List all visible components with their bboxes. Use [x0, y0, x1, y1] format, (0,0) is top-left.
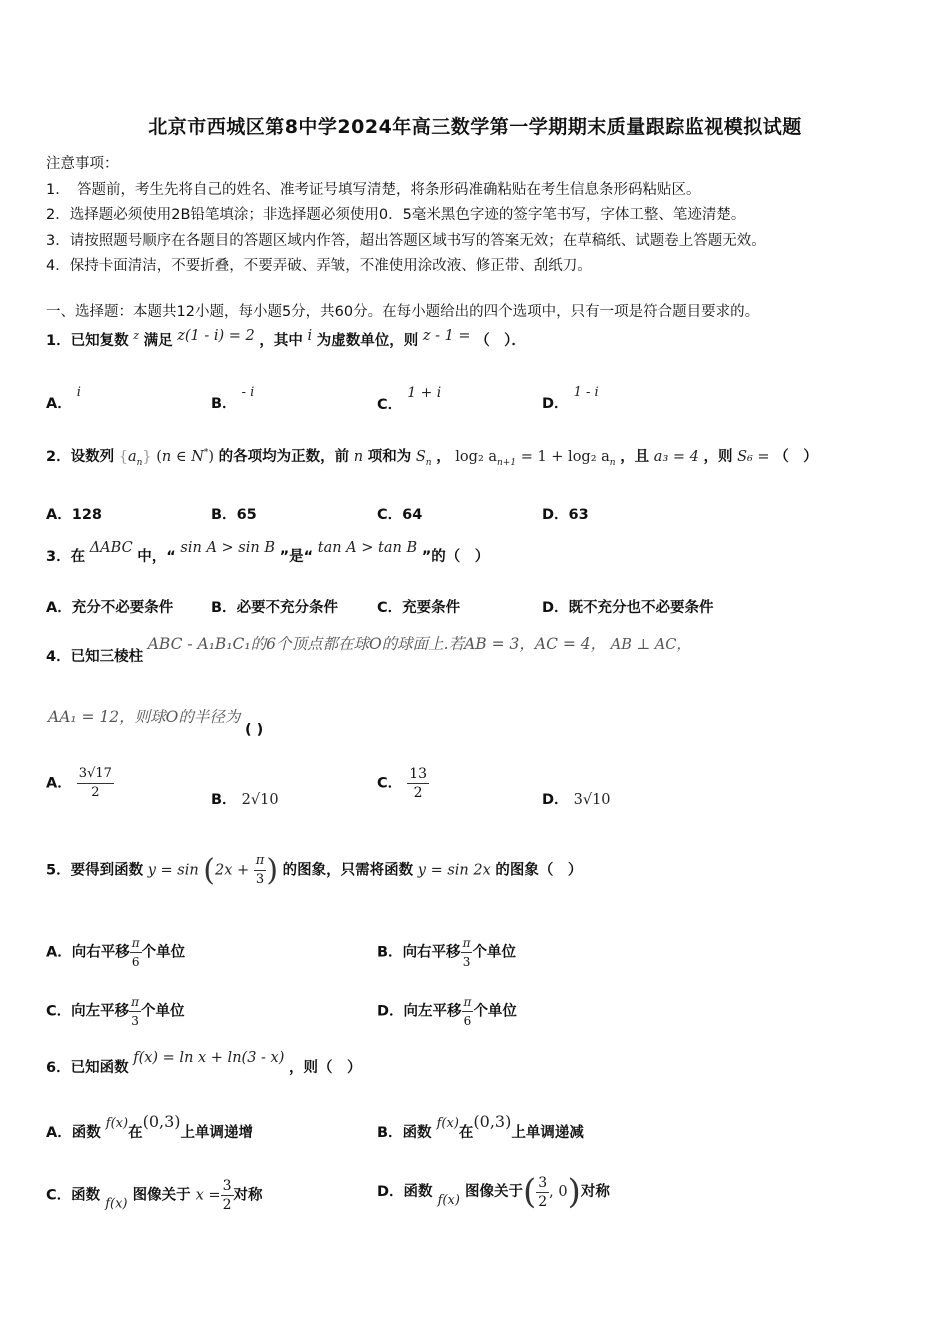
- option-text: 向左平移: [403, 1003, 462, 1020]
- q2-math: n: [136, 457, 143, 468]
- q2-option-d[interactable]: [542, 503, 589, 524]
- option-label: A．: [46, 507, 72, 523]
- option-math: 1 - i: [573, 385, 599, 400]
- option-math: f(x): [105, 1196, 128, 1212]
- q2-text: ，则: [703, 449, 733, 465]
- option-text: 函数: [403, 1184, 433, 1200]
- q1-math: i: [307, 328, 313, 344]
- option-label: C．: [377, 775, 403, 792]
- page-title: 北京市西城区第8中学2024年高三数学第一学期期末质量跟踪监视模拟试题: [148, 116, 802, 138]
- option-label: C．: [377, 600, 403, 616]
- option-fraction: $\frac{3√17}{2}$: [78, 766, 112, 800]
- q2-math: S₆ =: [737, 449, 770, 465]
- option-math: (0,3): [142, 1112, 181, 1131]
- q3-math: sin A > sin B: [180, 540, 275, 556]
- q4-math: AB ⊥ AC，: [610, 637, 691, 653]
- option-label: A．: [46, 600, 72, 616]
- q5-option-a[interactable]: [46, 934, 185, 971]
- option-text: 对称: [233, 1187, 263, 1204]
- q6-text: ，则（ ）: [288, 1060, 362, 1076]
- q5-text: 的图象，只需将函数: [282, 862, 414, 879]
- q5-fraction: $\frac{\pi}{3}$: [255, 853, 265, 887]
- option-label: C．: [377, 397, 403, 413]
- q3-math: ΔABC: [89, 540, 133, 556]
- q2-math: *: [203, 448, 209, 459]
- option-math: x =: [195, 1187, 221, 1204]
- q1-text: 1．已知复数: [46, 333, 129, 349]
- option-label: D．: [377, 1184, 404, 1200]
- option-text: 上单调递减: [511, 1125, 584, 1141]
- option-text: 个单位: [141, 944, 186, 961]
- option-text: 对称: [580, 1184, 610, 1200]
- option-label: B．: [377, 1125, 403, 1141]
- q2-text: ，且: [620, 449, 650, 465]
- q2-text: （ ）: [774, 449, 818, 465]
- option-text: 个单位: [472, 944, 516, 961]
- option-fraction: $\frac{\pi}{6}$: [131, 936, 140, 969]
- notes: [46, 152, 766, 280]
- q6-option-a[interactable]: [46, 1112, 253, 1142]
- q5-text: 5．要得到函数: [46, 862, 144, 879]
- option-math: 1 + i: [407, 385, 442, 401]
- option-math: i: [76, 385, 81, 400]
- q4-text: 4．已知三棱柱: [46, 649, 144, 665]
- option-text: 图像关于: [464, 1184, 523, 1200]
- q6-option-b[interactable]: [377, 1112, 584, 1142]
- q3-text: 3．在: [46, 549, 86, 565]
- option-value: 充要条件: [402, 600, 461, 616]
- option-value: 65: [236, 507, 257, 523]
- q6-option-d[interactable]: D．函数 f(x) 图像关于( $\frac{3}{2}$ , 0)对称: [377, 1172, 610, 1212]
- q5-math: y = sin 2x: [417, 862, 491, 879]
- note-item: 1． 答题前，考生先将自己的姓名、准考证号填写清楚，将条形码准确粘贴在考生信息条形码粘贴区。: [46, 181, 701, 198]
- option-label: C．: [46, 1187, 72, 1204]
- question-4-cont: [48, 705, 263, 738]
- question-6: [46, 1050, 361, 1077]
- option-math: (0,3): [473, 1112, 512, 1131]
- option-math: - i: [241, 385, 255, 400]
- option-value: 64: [402, 507, 423, 523]
- q5-option-b[interactable]: [377, 934, 516, 971]
- q3-option-c[interactable]: [377, 596, 460, 617]
- q3-text: 中，“: [137, 549, 176, 565]
- option-text: 个单位: [473, 1003, 517, 1020]
- q4-option-d[interactable]: [542, 788, 611, 809]
- option-text: 函数: [71, 1125, 101, 1141]
- question-3: [46, 540, 489, 566]
- q2-math: n+1: [497, 457, 517, 468]
- option-text: 函数: [71, 1187, 101, 1204]
- q2-math: n: [353, 449, 364, 465]
- option-value: 63: [568, 507, 589, 523]
- q1-math: z - 1 =: [422, 328, 471, 344]
- q5-math: 2x +: [215, 862, 250, 879]
- option-label: D．: [542, 600, 569, 616]
- q2-math: n: [609, 457, 616, 468]
- option-text: 向右平移: [71, 944, 130, 961]
- option-label: D．: [542, 792, 569, 808]
- option-label: A．: [46, 1125, 72, 1141]
- option-value: 128: [71, 507, 103, 523]
- option-text: 图像关于: [132, 1187, 191, 1204]
- q2-math: n ∈ N: [161, 449, 204, 465]
- q2-option-a[interactable]: [46, 503, 102, 524]
- note-item: 4．保持卡面清洁，不要折叠，不要弄破、弄皱，不准使用涂改液、修正带、刮纸刀。: [46, 258, 592, 274]
- option-text: 在: [128, 1125, 143, 1141]
- q5-math: y = sin: [147, 862, 199, 879]
- q1-text: （ ）．: [475, 333, 526, 349]
- q2-math: = 1 + log₂ a: [520, 449, 610, 465]
- question-5: 5．要得到函数 y = sin (2x + $\frac{\pi}{3}$ ) 的图象，只需将函数 y = sin 2x 的图象（ ）: [46, 853, 583, 888]
- q2-text: 的各项均为正数，前: [218, 449, 350, 465]
- option-text: 函数: [402, 1125, 432, 1141]
- q2-text: 项和为: [367, 449, 412, 465]
- option-label: B．: [211, 600, 237, 616]
- option-fraction: $\frac{3}{2}$: [222, 1178, 232, 1213]
- option-fraction: $\frac{13}{2}$: [409, 766, 428, 801]
- option-label: D．: [377, 1003, 404, 1020]
- question-2: 2．设数列 $\{a_n\}$ (n ∈ N*) 的各项均为正数，前 n 项和为 $S_n$ ， log₂ $a_{n+1} = 1 + \log_2$ $a_n$ ，且 a₃ = 4 ，则 S₆ = （ ）: [46, 448, 818, 468]
- option-text: 个单位: [141, 1003, 185, 1020]
- q3-option-d[interactable]: [542, 596, 714, 617]
- q1-math: z(1 - i) = 2: [177, 328, 255, 344]
- notes-heading: 注意事项：: [46, 156, 119, 172]
- q1-text: 满足: [143, 333, 173, 349]
- option-value: 既不充分也不必要条件: [568, 600, 714, 616]
- q4-option-a[interactable]: [46, 765, 114, 802]
- q5-option-c[interactable]: [46, 993, 185, 1030]
- option-text: 上单调递增: [180, 1125, 254, 1141]
- q3-option-a[interactable]: [46, 596, 173, 617]
- q4-option-c[interactable]: [377, 765, 429, 802]
- q2-math: a₃ = 4: [653, 449, 699, 465]
- q4-math: AA₁ = 12，则球O的半径为: [48, 708, 241, 726]
- q5-text: 的图象（ ）: [495, 862, 583, 879]
- option-label: A．: [46, 944, 72, 961]
- q1-option-b[interactable]: [211, 385, 254, 413]
- q1-text: ，其中: [259, 333, 303, 349]
- option-value: 充分不必要条件: [71, 600, 174, 616]
- q1-text: 为虚数单位，则: [316, 333, 419, 349]
- option-fraction: $\frac{\pi}{3}$: [131, 995, 140, 1028]
- q2-option-c[interactable]: [377, 503, 422, 524]
- option-label: B．: [377, 944, 403, 961]
- option-math: f(x): [105, 1116, 129, 1131]
- q4-text: ( ): [244, 722, 264, 738]
- q1-option-a[interactable]: [46, 385, 81, 413]
- q3-text: ”是“: [279, 549, 314, 565]
- q3-option-b[interactable]: [211, 596, 338, 617]
- option-label: B．: [211, 792, 237, 808]
- option-math: 3√10: [573, 792, 611, 808]
- question-4: [46, 632, 691, 666]
- option-label: A．: [46, 775, 72, 792]
- option-math: f(x): [436, 1116, 459, 1131]
- q1-option-c[interactable]: [377, 385, 441, 414]
- q2-math: a: [127, 449, 137, 465]
- option-label: B．: [211, 396, 237, 412]
- section-heading: 一、选择题：本题共12小题，每小题5分，共60分。在每小题给出的四个选项中，只有一项是符合题目要求的。: [46, 304, 760, 320]
- q3-text: ”的（ ）: [421, 549, 490, 565]
- note-item: 3．请按照题号顺序在各题目的答题区域内作答，超出答题区域书写的答案无效；在草稿纸、试题卷上答题无效。: [46, 232, 766, 249]
- option-fraction: $\frac{3}{2}$: [538, 1174, 548, 1210]
- option-label: C．: [377, 507, 403, 523]
- q4-math: ABC - A₁B₁C₁的6个顶点都在球O的球面上.若AB = 3，AC = 4，: [147, 635, 607, 653]
- option-fraction: $\frac{\pi}{3}$: [462, 936, 471, 969]
- option-label: D．: [542, 396, 569, 412]
- q1-math: z: [133, 329, 139, 343]
- option-text: 向右平移: [402, 944, 461, 961]
- option-math: 2√10: [241, 792, 279, 808]
- option-label: C．: [46, 1003, 72, 1020]
- q2-math: n: [425, 457, 432, 468]
- q6-text: 6．已知函数: [46, 1060, 129, 1076]
- option-math: , 0: [549, 1184, 568, 1200]
- option-text: 向左平移: [71, 1003, 130, 1020]
- option-label: A．: [46, 396, 72, 412]
- q2-option-b[interactable]: [211, 503, 257, 524]
- option-value: 必要不充分条件: [236, 600, 339, 616]
- q1-option-d[interactable]: [542, 385, 599, 413]
- note-item: 2．选择题必须使用2B铅笔填涂；非选择题必须使用0．5毫米黑色字迹的签字笔书写，字体工整、笔迹清楚。: [46, 207, 746, 223]
- option-label: B．: [211, 507, 237, 523]
- q2-math: log₂ a: [455, 449, 498, 465]
- option-text: 在: [458, 1125, 474, 1141]
- option-label: D．: [542, 507, 569, 523]
- question-1: [46, 328, 526, 350]
- q6-math: f(x) = ln x + ln(3 - x): [133, 1050, 285, 1066]
- option-fraction: $\frac{\pi}{6}$: [463, 995, 472, 1028]
- q2-math: S: [415, 449, 426, 465]
- q4-option-b[interactable]: [211, 788, 279, 809]
- option-math: f(x): [437, 1193, 460, 1208]
- q2-text: 2．设数列: [46, 449, 115, 465]
- q5-option-d[interactable]: [377, 993, 517, 1030]
- q3-math: tan A > tan B: [317, 540, 418, 556]
- q2-text: ，: [436, 449, 451, 465]
- q6-option-c[interactable]: [46, 1177, 263, 1214]
